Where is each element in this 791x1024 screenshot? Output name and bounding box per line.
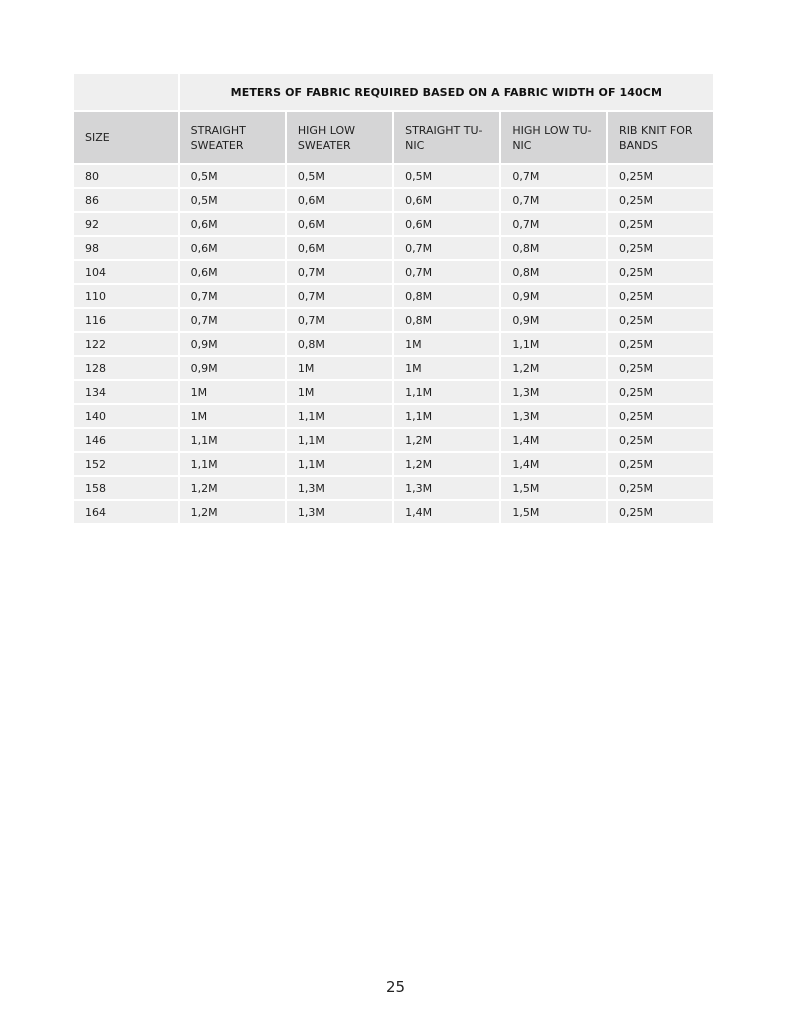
- column-header-high-low-tunic: HIGH LOW TU-NIC: [501, 112, 606, 163]
- table-cell: 0,6M: [180, 261, 285, 283]
- table-cell: 0,7M: [501, 189, 606, 211]
- table-cell: 0,6M: [180, 213, 285, 235]
- table-row: [74, 189, 713, 211]
- table-cell: 1,4M: [501, 453, 606, 475]
- size-cell: 152: [74, 453, 178, 475]
- table-cell: 1M: [394, 333, 499, 355]
- table-cell: 0,8M: [501, 237, 606, 259]
- table-cell: 0,5M: [180, 189, 285, 211]
- table-cell: 0,6M: [394, 213, 499, 235]
- table-cell: 0,25M: [608, 237, 713, 259]
- table-row: [74, 285, 713, 307]
- table-cell: 1M: [287, 381, 392, 403]
- column-header-straight-sweater: STRAIGHT SWEATER: [180, 112, 285, 163]
- table-cell: 0,7M: [287, 309, 392, 331]
- table-row: [74, 237, 713, 259]
- table-row: [74, 357, 713, 379]
- table-header-row: [74, 112, 713, 163]
- table-row: [74, 309, 713, 331]
- table-cell: 1,3M: [287, 501, 392, 523]
- table-cell: 0,25M: [608, 429, 713, 451]
- table-cell: 0,7M: [501, 165, 606, 187]
- table-row: [74, 213, 713, 235]
- table-cell: 0,25M: [608, 333, 713, 355]
- table-title: METERS OF FABRIC REQUIRED BASED ON A FABRIC WIDTH OF 140CM: [180, 74, 713, 110]
- table-cell: 1,3M: [501, 381, 606, 403]
- table-cell: 0,5M: [180, 165, 285, 187]
- table-cell: 0,25M: [608, 477, 713, 499]
- table-cell: 0,25M: [608, 453, 713, 475]
- column-header-straight-tunic: STRAIGHT TU-NIC: [394, 112, 499, 163]
- table-cell: 0,8M: [394, 285, 499, 307]
- table-cell: 0,7M: [501, 213, 606, 235]
- table-row: [74, 453, 713, 475]
- table-cell: 1,3M: [287, 477, 392, 499]
- table-cell: 1M: [287, 357, 392, 379]
- size-cell: 104: [74, 261, 178, 283]
- table-cell: 0,7M: [394, 237, 499, 259]
- table-cell: 0,25M: [608, 405, 713, 427]
- table-title-row: [74, 74, 713, 110]
- table-cell: 0,7M: [394, 261, 499, 283]
- column-header-high-low-sweater: HIGH LOW SWEATER: [287, 112, 392, 163]
- table-cell: 1,3M: [501, 405, 606, 427]
- table-cell: 0,9M: [501, 285, 606, 307]
- table-cell: 1,2M: [394, 429, 499, 451]
- size-cell: 128: [74, 357, 178, 379]
- size-cell: 134: [74, 381, 178, 403]
- table-row: [74, 405, 713, 427]
- table-cell: 1,4M: [501, 429, 606, 451]
- table-cell: 1,2M: [394, 453, 499, 475]
- column-header-rib-knit-for-bands: RIB KNIT FOR BANDS: [608, 112, 713, 163]
- size-cell: 80: [74, 165, 178, 187]
- table-cell: 0,8M: [394, 309, 499, 331]
- table-cell: 1,1M: [394, 405, 499, 427]
- size-cell: 92: [74, 213, 178, 235]
- table-cell: 0,25M: [608, 189, 713, 211]
- size-cell: 140: [74, 405, 178, 427]
- table-cell: 0,5M: [394, 165, 499, 187]
- table-cell: 0,25M: [608, 309, 713, 331]
- table-cell: 0,6M: [394, 189, 499, 211]
- table-cell: 0,6M: [287, 213, 392, 235]
- table-cell: 1,1M: [180, 453, 285, 475]
- table-row: [74, 165, 713, 187]
- table-cell: 0,8M: [287, 333, 392, 355]
- table-cell: 1M: [394, 357, 499, 379]
- table-cell: 0,7M: [180, 309, 285, 331]
- table-row: [74, 429, 713, 451]
- table-cell: 0,7M: [287, 285, 392, 307]
- table-cell: 1,3M: [394, 477, 499, 499]
- size-cell: 110: [74, 285, 178, 307]
- table-cell: 0,6M: [287, 237, 392, 259]
- table-cell: 1,1M: [501, 333, 606, 355]
- table-cell: 1,1M: [287, 453, 392, 475]
- table-cell: 1,2M: [180, 501, 285, 523]
- table-cell: 0,9M: [180, 333, 285, 355]
- size-cell: 98: [74, 237, 178, 259]
- table-cell: 0,25M: [608, 261, 713, 283]
- table-cell: 0,25M: [608, 213, 713, 235]
- table-cell: 0,25M: [608, 357, 713, 379]
- size-cell: 164: [74, 501, 178, 523]
- table-cell: 1,4M: [394, 501, 499, 523]
- table-cell: 0,9M: [501, 309, 606, 331]
- table-row: [74, 261, 713, 283]
- table-cell: 1,1M: [287, 429, 392, 451]
- table-cell: 0,25M: [608, 285, 713, 307]
- table-cell: 0,25M: [608, 381, 713, 403]
- table-row: [74, 501, 713, 523]
- table-cell: 1M: [180, 381, 285, 403]
- table-cell: 1,1M: [180, 429, 285, 451]
- column-header-size: SIZE: [74, 112, 178, 163]
- table-cell: 1,2M: [180, 477, 285, 499]
- table-cell: 0,6M: [287, 189, 392, 211]
- table-row: [74, 477, 713, 499]
- size-cell: 158: [74, 477, 178, 499]
- size-cell: 86: [74, 189, 178, 211]
- table-cell: 1,5M: [501, 477, 606, 499]
- table-cell: 1M: [180, 405, 285, 427]
- size-cell: 122: [74, 333, 178, 355]
- table-cell: 0,6M: [180, 237, 285, 259]
- page-number: 25: [385, 978, 406, 996]
- table-cell: 0,5M: [287, 165, 392, 187]
- table-cell: 0,8M: [501, 261, 606, 283]
- size-cell: 116: [74, 309, 178, 331]
- table-cell: 1,1M: [394, 381, 499, 403]
- table-cell: 1,5M: [501, 501, 606, 523]
- table-corner-cell: [74, 74, 178, 110]
- table-row: [74, 333, 713, 355]
- table-cell: 0,9M: [180, 357, 285, 379]
- table-cell: 0,25M: [608, 501, 713, 523]
- table-cell: 1,1M: [287, 405, 392, 427]
- table-row: [74, 381, 713, 403]
- table-cell: 0,7M: [180, 285, 285, 307]
- table-cell: 0,25M: [608, 165, 713, 187]
- table-cell: 1,2M: [501, 357, 606, 379]
- fabric-requirements-table: [72, 72, 715, 525]
- size-cell: 146: [74, 429, 178, 451]
- table-cell: 0,7M: [287, 261, 392, 283]
